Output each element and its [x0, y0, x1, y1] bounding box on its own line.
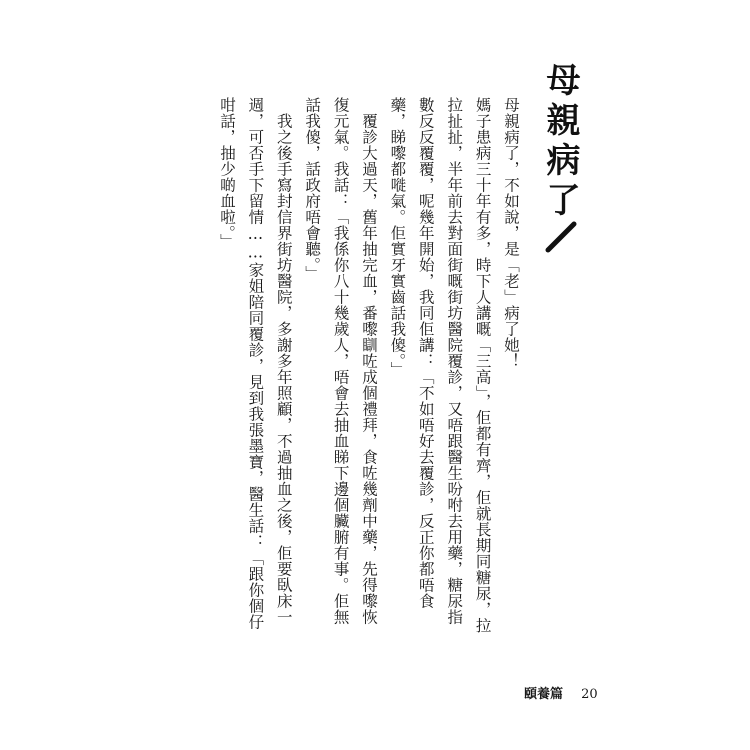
paragraph-4: 我之後手寫封信界街坊醫院，多謝多年照顧，不過抽血之後，佢要臥床一週，可否手下留情……家姐陪同覆診，見到我張墨寶，醫生話：「跟你個仔咁話，抽少啲血啦。」 [217, 97, 293, 630]
body-text [217, 97, 525, 637]
chapter-title: 母親病了 [540, 62, 580, 222]
page-number: 20 [581, 687, 598, 702]
paragraph-3: 覆診大過天，舊年抽完血，番嚟瞓咗成個禮拜，食咗幾劑中藥，先得嚟恢復元氣。我話：「我係你八十幾歲人，唔會去抽血睇下邊個臟腑有事。佢無話我傻，話政府唔會聽。」 [303, 97, 378, 625]
paragraph-2: 媽子患病三十年有多，時下人講嘅「三高」，佢都有齊，佢就長期同糖尿，拉拉扯扯，半年前去對面街嘅街坊醫院覆診，又唔跟醫生吩咐去用藥，糖尿指數反反覆覆，呢幾年開始，我同佢講：「不如唔好去覆診，反正你都唔食藥，睇嚟都嘥氣。佢實牙實齒話我傻。」 [388, 97, 492, 634]
paragraph-1: 母親病了，不如說，是「老」病了她！ [502, 97, 520, 369]
page-footer [524, 683, 598, 702]
section-name: 頤養篇 [524, 687, 564, 702]
title-slash-mark [544, 220, 580, 254]
